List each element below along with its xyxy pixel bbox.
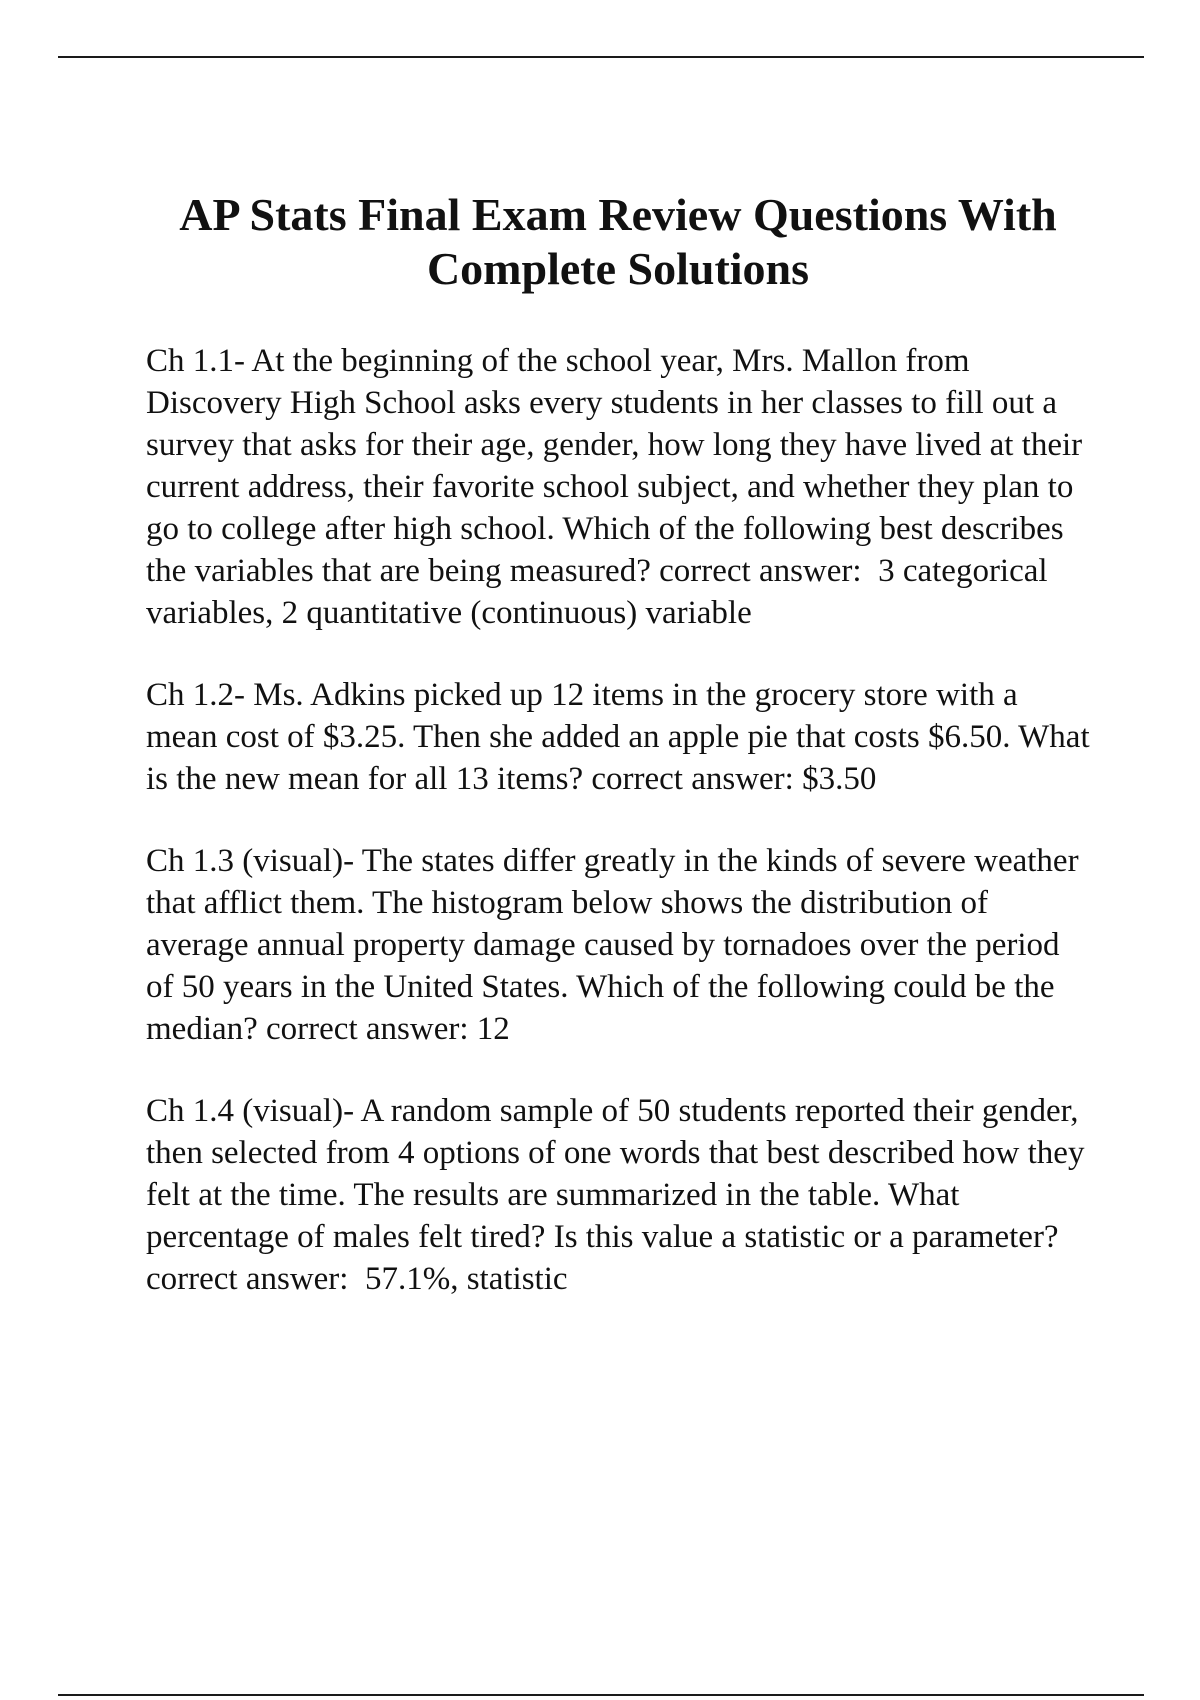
- question-text: Ch 1.2- Ms. Adkins picked up 12 items in the grocery store with a mean cost of $3.25. Then she added an apple pie that costs $6.50. What is the new mean for all 13 items?: [146, 677, 1090, 797]
- top-rule: [58, 56, 1144, 58]
- document-title: AP Stats Final Exam Review Questions With Complete Solutions: [179, 189, 1057, 294]
- question-text: Ch 1.1- At the beginning of the school year, Mrs. Mallon from Discovery High School asks every students in her classes to fill out a survey that asks for their age, gender, how long they have lived at their current address, their favorite school subject, and whether they plan to go to college after high school. Which of the following best describes the variables that are being measured?: [146, 343, 1083, 589]
- answer-text: 3 categorical variables, 2 quantitative (continuous) variable: [146, 553, 1048, 631]
- answer-text: $3.50: [802, 761, 877, 797]
- answer-prefix: correct answer:: [146, 1261, 349, 1297]
- question-1-3: [146, 840, 1094, 1050]
- answer-prefix: correct answer:: [659, 553, 862, 589]
- questions-list: [146, 340, 1094, 1340]
- answer-text: 57.1%, statistic: [364, 1261, 568, 1297]
- question-text: Ch 1.4 (visual)- A random sample of 50 students reported their gender, then selected from 4 options of one words that best described how they felt at the time. The results are summarized in the table. What percentage of males felt tired? Is this value a statistic or a parameter?: [146, 1093, 1085, 1255]
- question-text: Ch 1.3 (visual)- The states differ greatly in the kinds of severe weather that afflict them. The histogram below shows the distribution of average annual property damage caused by tornadoes over the period of 50 years in the United States. Which of the following could be the median?: [146, 843, 1079, 1047]
- question-1-4: [146, 1090, 1094, 1300]
- answer-text: 12: [476, 1011, 510, 1047]
- answer-prefix: correct answer:: [591, 761, 794, 797]
- question-1-2: [146, 674, 1094, 800]
- bottom-rule: [58, 1694, 1144, 1696]
- answer-prefix: correct answer:: [266, 1011, 469, 1047]
- question-1-1: [146, 340, 1094, 634]
